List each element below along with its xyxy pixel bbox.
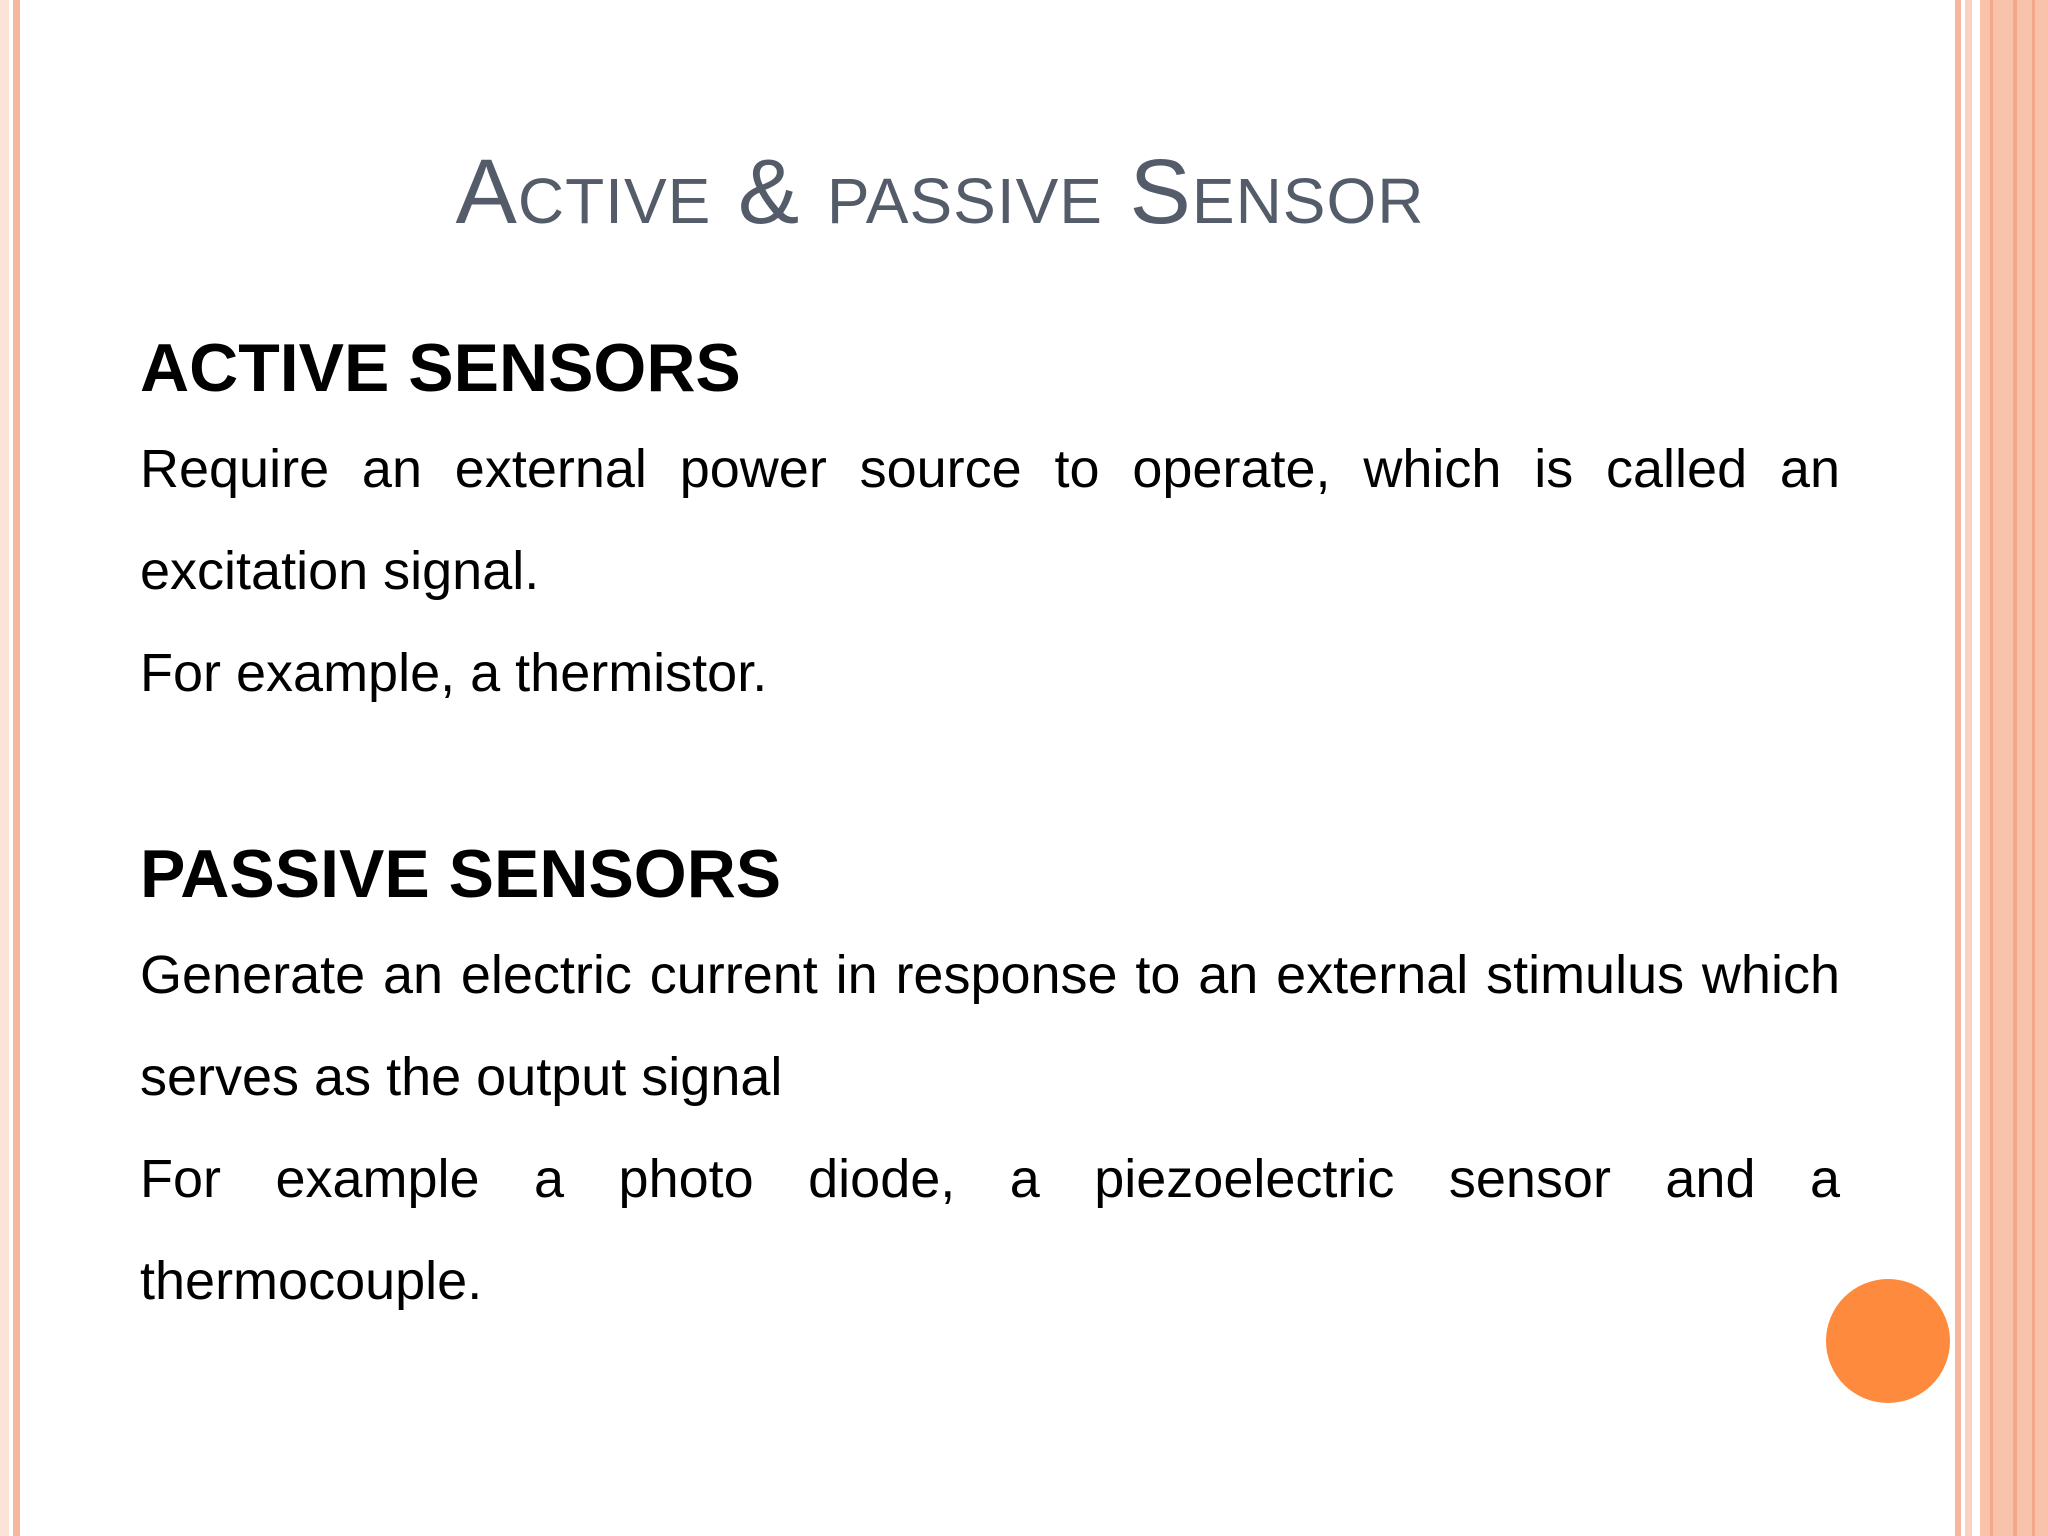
passive-sensors-heading: PASSIVE SENSORS — [140, 836, 782, 912]
active-sensors-heading: ACTIVE SENSORS — [140, 330, 741, 406]
slide-content — [140, 318, 1840, 1332]
slide-title: Active & passive Sensor — [455, 141, 1425, 243]
active-sensors-example: For example, a thermistor. — [140, 643, 768, 703]
right-border-stripe — [1955, 0, 1961, 1536]
passive-sensors-description: Generate an electric current in response to an external stimulus which serves as the output signal — [140, 945, 1840, 1107]
right-border-stripe-inner — [1965, 0, 1972, 1536]
orange-circle-decoration — [1826, 1279, 1950, 1403]
section-spacer — [140, 724, 1840, 824]
right-band-line — [1990, 0, 1993, 1536]
right-band-line — [2032, 0, 2035, 1536]
passive-sensors-example: For example a photo diode, a piezoelectric sensor and a thermocouple. — [140, 1149, 1840, 1311]
right-band-line — [2013, 0, 2017, 1536]
active-sensors-description: Require an external power source to operate, which is called an excitation signal. — [140, 439, 1840, 601]
